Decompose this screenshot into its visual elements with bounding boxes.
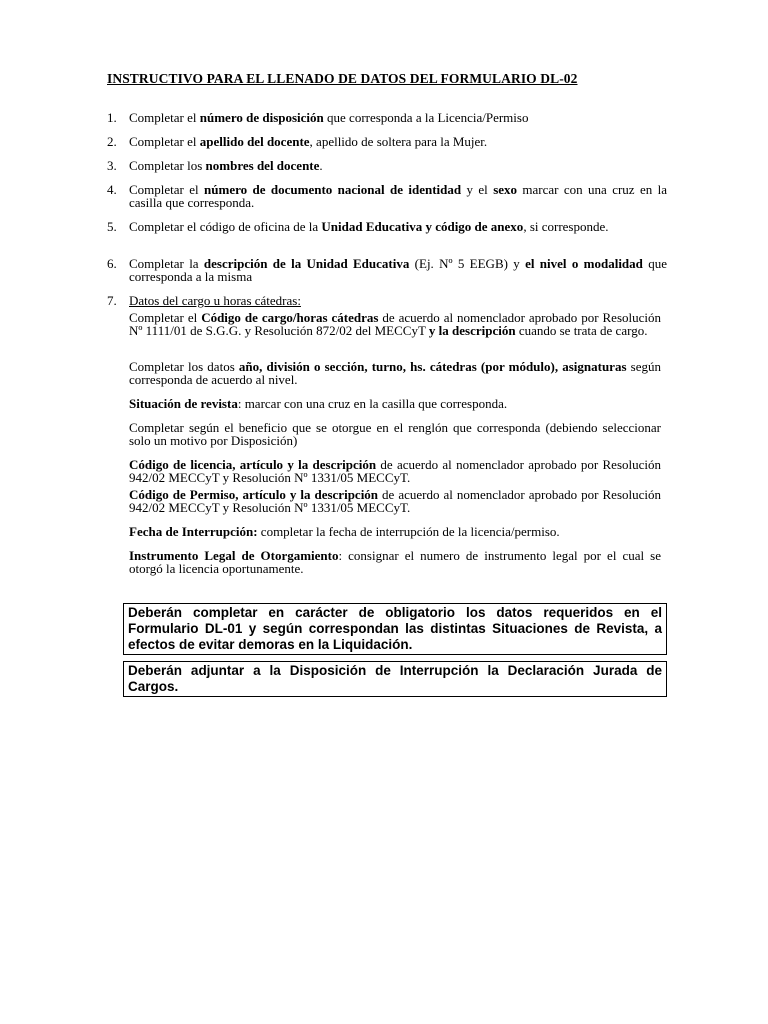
paragraph-codigo-licencia: Código de licencia, artículo y la descripción de acuerdo al nomenclador aprobado por Resolución 942/02 MECCyT y Resolución Nº 1331/05 MECCyT. (129, 457, 661, 485)
paragraph-situacion-revista: Situación de revista: marcar con una cruz en la casilla que corresponda. (129, 396, 508, 411)
section-heading: Datos del cargo u horas cátedras: (129, 293, 301, 308)
notice-box-adjuntar: Deberán adjuntar a la Disposición de Interrupción la Declaración Jurada de Cargos. (123, 661, 667, 697)
item-number: 5. (107, 219, 117, 234)
item-number: 3. (107, 158, 117, 173)
document-page: INSTRUCTIVO PARA EL LLENADO DE DATOS DEL FORMULARIO DL-02 1. Completar el número de disposición que corresponda a la Licencia/Permiso 2. Completar el apellido del docente, apellido de soltera para la Mujer. 3. Completar los nombres del docente. 4. Completar el número de documento nacional de identidad y el sexo marcar con una cruz en la casilla que corresponda. 5. Completar el código de oficina de la Unidad Educativa y código de anexo, si corresponde. 6. Completar la descripción de la Unidad Educativa (Ej. Nº 5 EEGB) y el nivel o modalidad que corresponda a la misma 7. Datos del cargo u horas cátedras: Completar el Código de cargo/horas cátedras de acuerdo al nomenclador aprobado por Resolución Nº 1111/01 de S.G.G. y Resolución 872/02 del MECCyT y la descripción cuando se trata de cargo. Completar los datos año, división o sección, turno, hs. cátedras (por módulo), asignaturas según corresponda de acuerdo al nivel. Situación de revista: marcar con una cruz en la casilla que corresponda. Completar según el beneficio que se otorgue en el renglón que corresponda (debiendo seleccionar solo un motivo por Disposición) Código de licencia, artículo y la descripción de acuerdo al nomenclador aprobado por Resolución 942/02 MECCyT y Resolución Nº 1331/05 MECCyT. Código de Permiso, artículo y la descripción de acuerdo al nomenclador aprobado por Resolución 942/02 MECCyT y Resolución Nº 1331/05 MECCyT. Fecha de Interrupción: completar la fecha de interrupción de la licencia/permiso. Instrumento Legal de Otorgamiento: consignar el numero de instrumento legal por el cual se otorgó la licencia oportunamente. Deberán completar en carácter de obligatorio los datos requeridos en el Formulario DL-01 y según correspondan las distintas Situaciones de Revista, a efectos de evitar demoras en la Liquidación. Deberán adjuntar a la Disposición de Interrupción la Declaración Jurada de Cargos. (0, 0, 768, 1024)
item-number: 6. (107, 256, 117, 271)
item-number: 1. (107, 110, 117, 125)
paragraph-codigo-permiso: Código de Permiso, artículo y la descripción de acuerdo al nomenclador aprobado por Resolución 942/02 MECCyT y Resolución Nº 1331/05 MECCyT. (129, 487, 661, 515)
item-number: 7. (107, 293, 117, 308)
paragraph-beneficio: Completar según el beneficio que se otorgue en el renglón que corresponda (debiendo seleccionar solo un motivo por Disposición) (129, 420, 661, 448)
paragraph-fecha-interrupcion: Fecha de Interrupción: completar la fecha de interrupción de la licencia/permiso. (129, 524, 560, 539)
paragraph-codigo-cargo: Completar el Código de cargo/horas cátedras de acuerdo al nomenclador aprobado por Resolución Nº 1111/01 de S.G.G. y Resolución 872/02 del MECCyT y la descripción cuando se trata de cargo. (129, 310, 661, 338)
notice-box-obligatorio: Deberán completar en carácter de obligatorio los datos requeridos en el Formulario DL-01 y según correspondan las distintas Situaciones de Revista, a efectos de evitar demoras en la Liquidación. (123, 603, 667, 655)
item-number: 4. (107, 182, 117, 197)
item-number: 2. (107, 134, 117, 149)
paragraph-datos: Completar los datos año, división o sección, turno, hs. cátedras (por módulo), asignaturas según corresponda de acuerdo al nivel. (129, 359, 661, 387)
paragraph-instrumento-legal: Instrumento Legal de Otorgamiento: consignar el numero de instrumento legal por el cual se otorgó la licencia oportunamente. (129, 548, 661, 576)
document-title: INSTRUCTIVO PARA EL LLENADO DE DATOS DEL FORMULARIO DL-02 (107, 71, 578, 86)
